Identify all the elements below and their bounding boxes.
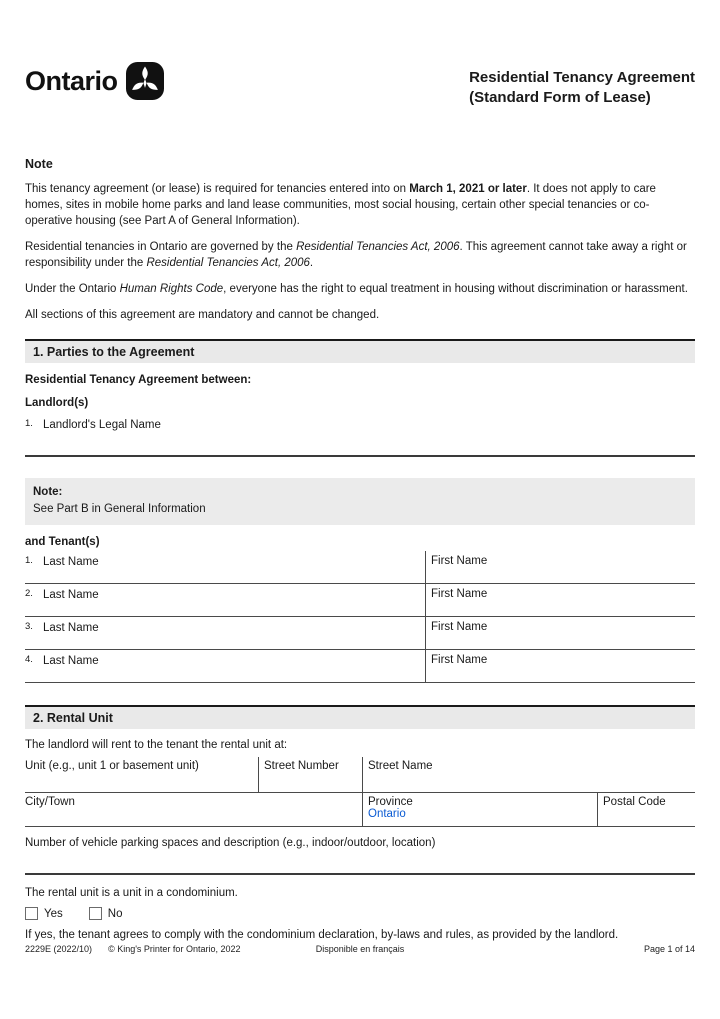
section-1-header: 1. Parties to the Agreement: [25, 339, 695, 363]
condo-note: If yes, the tenant agrees to comply with the condominium declaration, by-laws and rules, as provided by the landlord.: [25, 929, 619, 941]
trillium-icon: [126, 62, 164, 100]
tenant-1-last-name-field[interactable]: 1. Last Name: [25, 555, 99, 568]
landlords-label: Landlord(s): [25, 397, 89, 409]
copyright-notice: © King's Printer for Ontario, 2022: [108, 944, 241, 954]
condo-statement: The rental unit is a unit in a condominium.: [25, 887, 238, 899]
intro-paragraph-1: This tenancy agreement (or lease) is required for tenancies entered into on March 1, 2021 or later. It does not apply to care homes, sites in mobile home parks and land lease communities, most social housing, certain other special tenancies or co-operative housing (see Part A of General Information).: [25, 183, 656, 227]
yes-label: Yes: [44, 907, 63, 920]
tenant-3-last-name-field[interactable]: 3. Last Name: [25, 621, 99, 634]
tenant-2-first-name-field[interactable]: First Name: [425, 584, 695, 616]
rental-unit-intro: The landlord will rent to the tenant the rental unit at:: [25, 739, 288, 751]
condo-yes-option[interactable]: [25, 907, 63, 920]
tenant-row-3: [25, 617, 695, 650]
intro-paragraph-4: All sections of this agreement are mandatory and cannot be changed.: [25, 309, 380, 321]
document-title: [469, 62, 695, 107]
province-value[interactable]: Ontario: [368, 808, 406, 820]
tenant-4-last-name-field[interactable]: 4. Last Name: [25, 654, 99, 667]
no-label: No: [107, 907, 123, 920]
tenant-1-first-name-field[interactable]: First Name: [425, 551, 695, 583]
note-box: [25, 478, 695, 525]
page-header: [25, 62, 695, 107]
tenant-3-first-name-field[interactable]: First Name: [425, 617, 695, 649]
street-name-field[interactable]: Street Name: [362, 757, 695, 792]
tenant-row-4: [25, 650, 695, 683]
form-number: 2229E (2022/10): [25, 944, 93, 954]
tenant-4-first-name-field[interactable]: First Name: [425, 650, 695, 682]
note-box-title: Note:: [33, 486, 63, 498]
parking-input-line[interactable]: [25, 861, 695, 875]
address-row-1: [25, 757, 695, 793]
condo-no-option[interactable]: [89, 907, 123, 920]
yes-checkbox[interactable]: [25, 907, 38, 920]
page-number: Page 1 of 14: [643, 944, 695, 954]
landlord-name-input-line[interactable]: [25, 444, 695, 457]
city-town-field[interactable]: City/Town: [25, 796, 75, 808]
condo-checkbox-row: [25, 907, 695, 920]
address-row-2: [25, 793, 695, 827]
tenants-label: and Tenant(s): [25, 536, 100, 548]
french-availability: Disponible en français: [315, 944, 405, 954]
tenant-row-1: [25, 551, 695, 584]
province-field[interactable]: [362, 793, 597, 826]
no-checkbox[interactable]: [89, 907, 102, 920]
agreement-between-label: Residential Tenancy Agreement between:: [25, 374, 252, 386]
unit-field[interactable]: Unit (e.g., unit 1 or basement unit): [25, 760, 199, 772]
page-footer: [25, 944, 695, 954]
note-heading: Note: [25, 157, 53, 171]
postal-code-field[interactable]: Postal Code: [597, 793, 695, 826]
intro-paragraph-3: Under the Ontario Human Rights Code, everyone has the right to equal treatment in housing without discrimination or harassment.: [25, 283, 688, 295]
street-number-field[interactable]: Street Number: [258, 757, 362, 792]
footer-left: [25, 944, 316, 954]
tenant-row-2: [25, 584, 695, 617]
note-box-text: See Part B in General Information: [33, 503, 206, 515]
document-title-line1: Residential Tenancy Agreement: [469, 69, 695, 86]
section-2-header: 2. Rental Unit: [25, 705, 695, 729]
province-label: Province: [368, 796, 413, 808]
parking-label: Number of vehicle parking spaces and description (e.g., indoor/outdoor, location): [25, 837, 436, 849]
ontario-wordmark: Ontario: [25, 65, 118, 96]
landlord-number: 1.: [25, 418, 33, 429]
tenant-table: [25, 551, 695, 683]
tenant-2-last-name-field[interactable]: 2. Last Name: [25, 588, 99, 601]
document-title-line2: (Standard Form of Lease): [469, 88, 651, 106]
ontario-logo: [25, 62, 164, 100]
landlord-name-label: 1. Landlord's Legal Name: [25, 418, 161, 431]
intro-paragraph-2: Residential tenancies in Ontario are governed by the Residential Tenancies Act, 2006. This agreement cannot take away a right or responsibility under the Residential Tenancies Act, 2006.: [25, 241, 687, 269]
